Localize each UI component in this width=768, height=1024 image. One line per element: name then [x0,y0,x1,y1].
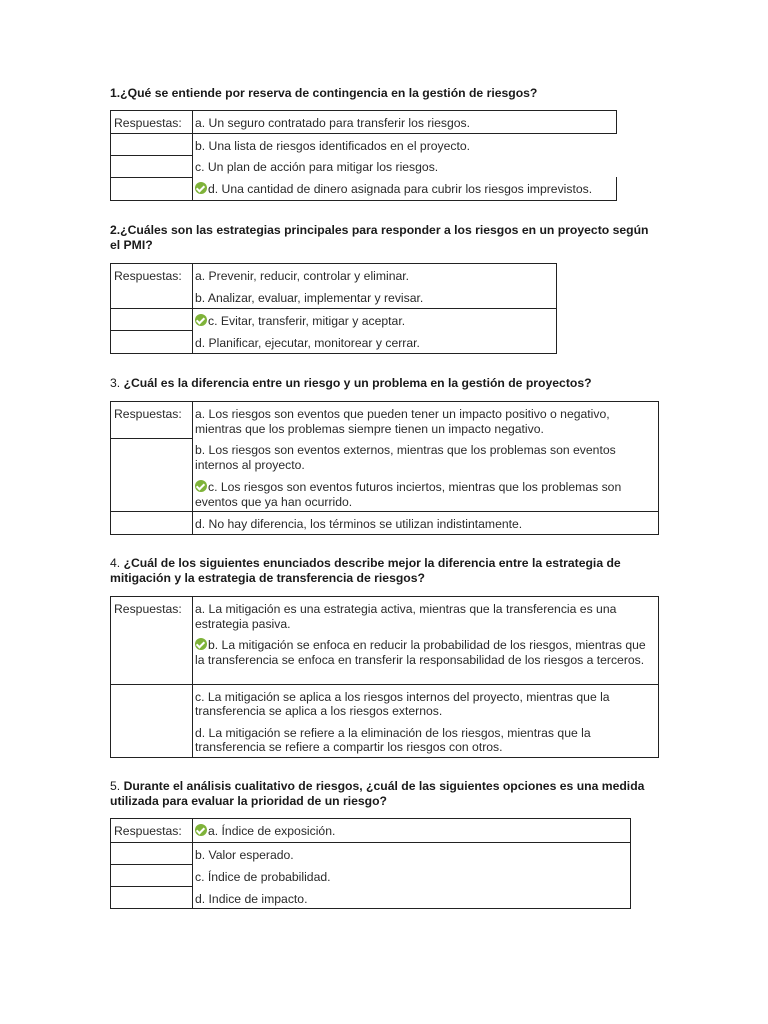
question-text: ¿Cuál de los siguientes enunciados describe mejor la diferencia entre la estrategia de mitigación y la estrategia de transferencia de riesgos? [110,556,621,585]
question-number: 1. [110,86,121,100]
answer-table-4 [110,596,659,758]
answer-option[interactable]: a. Prevenir, reducir, controlar y eliminar. [193,264,557,286]
answer-table-1 [110,110,617,201]
question-text: ¿Qué se entiende por reserva de contingencia en la gestión de riesgos? [120,86,538,100]
answers-label: Respuestas: [111,264,193,286]
check-icon [195,824,207,836]
question-number: 5. [110,779,121,793]
question-4 [110,556,655,586]
answers-label: Respuestas: [111,819,193,843]
answer-option[interactable]: c. Un plan de acción para mitigar los riesgos. [193,155,617,177]
check-icon [195,314,207,326]
answer-option[interactable]: a. La mitigación es una estrategia activa, mientras que la transferencia es una estrategia pasiva. [193,597,659,634]
question-1 [110,86,655,101]
answer-option[interactable]: b. Los riesgos son eventos externos, mientras que los problemas son eventos internos al proyecto. [193,438,659,475]
question-text: ¿Cuáles son las estrategias principales para responder a los riesgos en un proyecto según el PMI? [110,223,649,252]
answer-option[interactable]: d. No hay diferencia, los términos se utilizan indistintamente. [193,512,659,535]
answer-option-correct[interactable]: c. Los riesgos son eventos futuros inciertos, mientras que los problemas son eventos que ya han ocurrido. [193,475,659,512]
check-icon [195,480,207,492]
question-number: 3. [110,376,121,390]
answers-label: Respuestas: [111,597,193,634]
question-number: 4. [110,556,121,570]
answers-label: Respuestas: [111,111,193,134]
answer-option-correct[interactable]: d. Una cantidad de dinero asignada para cubrir los riesgos imprevistos. [193,177,617,200]
question-5 [110,779,655,809]
answer-option[interactable]: b. Analizar, evaluar, implementar y revisar. [193,286,557,309]
answers-label: Respuestas: [111,402,193,439]
answer-option[interactable]: c. Índice de probabilidad. [193,865,631,887]
answer-option[interactable]: a. Un seguro contratado para transferir los riesgos. [193,111,617,134]
answer-option[interactable]: a. Los riesgos son eventos que pueden tener un impacto positivo o negativo, mientras que los problemas siempre tienen un impacto negativo. [193,402,659,439]
question-text: Durante el análisis cualitativo de riesgos, ¿cuál de las siguientes opciones es una medida utilizada para evaluar la prioridad de un riesgo? [110,779,645,808]
answer-option[interactable]: b. Una lista de riesgos identificados en el proyecto. [193,133,617,155]
question-number: 2. [110,223,121,237]
check-icon [195,638,207,650]
question-text: ¿Cuál es la diferencia entre un riesgo y un problema en la gestión de proyectos? [123,376,592,390]
answer-option-correct[interactable]: a. Índice de exposición. [193,819,631,843]
answer-table-3 [110,401,659,535]
answer-option[interactable]: b. Valor esperado. [193,843,631,865]
answer-option[interactable]: c. La mitigación se aplica a los riesgos internos del proyecto, mientras que la transferencia se aplica a los riesgos externos. [193,684,659,721]
check-icon [195,182,207,194]
answer-option[interactable]: d. Indice de impacto. [193,887,631,909]
answer-table-2 [110,263,557,354]
answer-option[interactable]: d. Planificar, ejecutar, monitorear y cerrar. [193,331,557,354]
question-3 [110,376,655,391]
answer-table-5 [110,818,631,909]
answer-option[interactable]: d. La mitigación se refiere a la eliminación de los riesgos, mientras que la transferencia se refiere a compartir los riesgos con otros. [193,721,659,758]
question-2 [110,223,655,253]
answer-option-correct[interactable]: c. Evitar, transferir, mitigar y aceptar. [193,309,557,331]
answer-option-correct[interactable]: b. La mitigación se enfoca en reducir la probabilidad de los riesgos, mientras que la transferencia se enfoca en transferir la responsabilidad de los riesgos a terceros. [193,633,659,684]
